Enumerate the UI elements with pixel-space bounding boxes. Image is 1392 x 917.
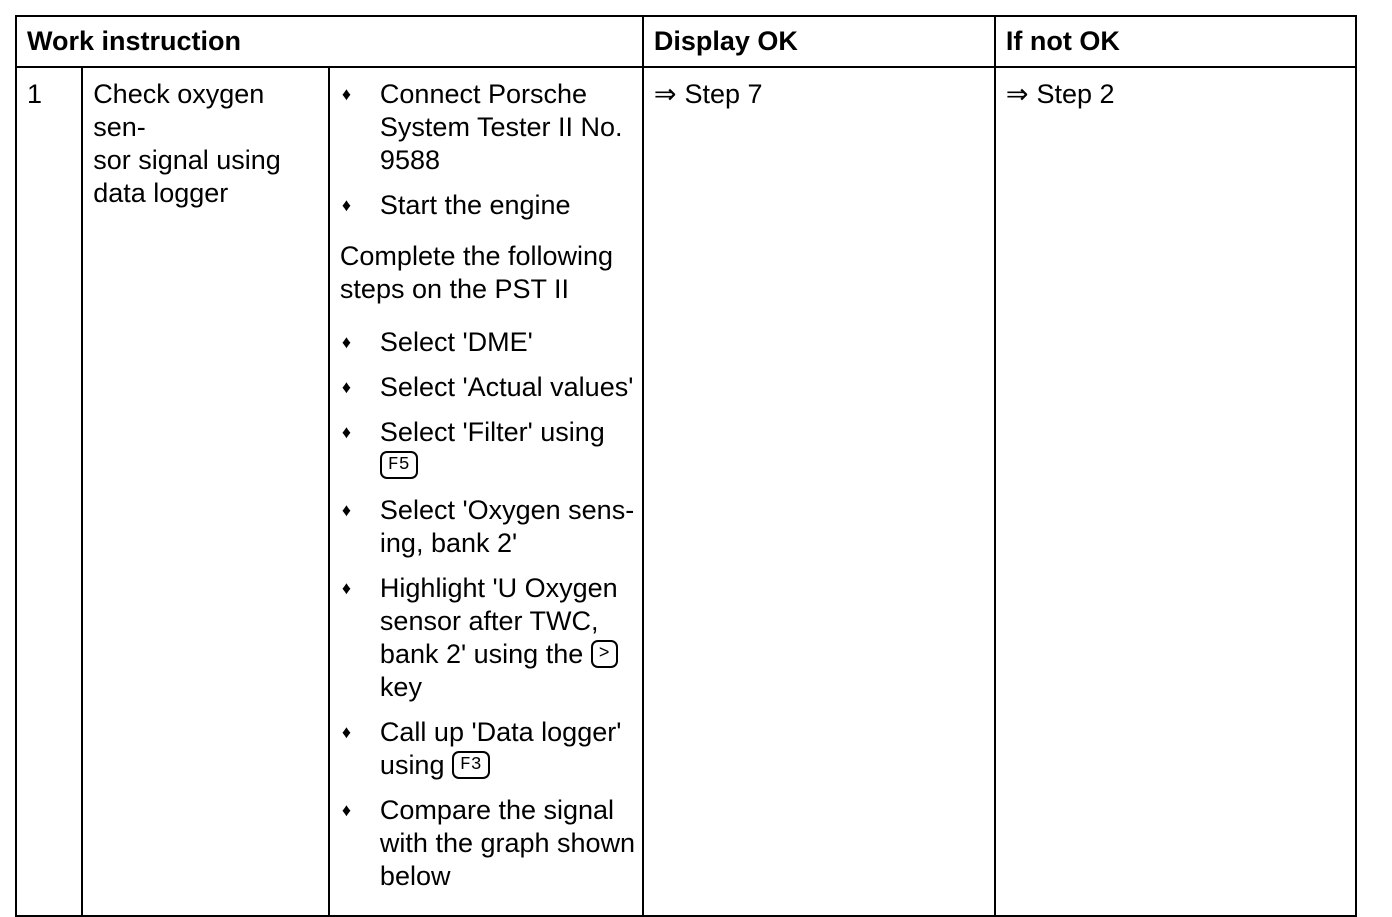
work-instruction-table — [15, 15, 1357, 917]
arrow-right-icon: ⇒ — [653, 79, 677, 109]
instruction-item — [340, 326, 636, 359]
bullet-diamond-icon: ♦ — [341, 332, 352, 352]
instruction-item — [340, 572, 636, 704]
bullet-diamond-icon: ♦ — [341, 84, 352, 104]
header-work-instruction: Work instruction — [16, 16, 643, 67]
display-ok-cell — [643, 67, 995, 916]
header-row — [16, 16, 1356, 67]
instruction-item — [340, 716, 636, 782]
key-f3-icon: F3 — [452, 751, 490, 779]
bullet-diamond-icon: ♦ — [341, 500, 352, 520]
display-ok-step: Step 7 — [684, 79, 763, 109]
instruction-paragraph: Complete the following steps on the PST II — [339, 241, 614, 304]
step-instructions — [329, 67, 643, 916]
header-display-ok: Display OK — [643, 16, 995, 67]
bullet-diamond-icon: ♦ — [341, 195, 352, 215]
instruction-text-after: key — [379, 672, 422, 702]
instruction-text: Select 'Oxygen sens- ing, bank 2' — [379, 495, 635, 558]
bullet-diamond-icon: ♦ — [341, 422, 352, 442]
step-description — [82, 67, 329, 916]
instruction-list-after — [340, 326, 636, 893]
bullet-diamond-icon: ♦ — [341, 800, 352, 820]
instruction-text: Start the engine — [379, 190, 571, 220]
bullet-diamond-icon: ♦ — [341, 377, 352, 397]
header-if-not-ok: If not OK — [995, 16, 1356, 67]
instruction-text: Connect Porsche System Tester II No. 9588 — [379, 79, 623, 175]
instruction-item — [340, 416, 636, 482]
step-number: 1 — [16, 67, 82, 916]
instruction-text: Select 'DME' — [379, 327, 533, 357]
instruction-item — [340, 189, 636, 222]
instruction-list-before — [340, 78, 636, 222]
instruction-item — [340, 78, 636, 177]
instruction-item — [340, 371, 636, 404]
arrow-right-icon: ⇒ — [1005, 79, 1029, 109]
table-row — [16, 67, 1356, 916]
instruction-text: Call up 'Data logger' using — [379, 717, 622, 780]
instruction-text: Select 'Actual values' — [379, 372, 634, 402]
instruction-text: Highlight 'U Oxygen sensor after TWC, bank 2' using the — [379, 573, 618, 669]
instruction-item — [340, 794, 636, 893]
instruction-item — [340, 494, 636, 560]
key-f5-icon: F5 — [380, 451, 418, 479]
bullet-diamond-icon: ♦ — [341, 578, 352, 598]
instruction-text: Select 'Filter' using — [379, 417, 605, 447]
if-not-ok-cell — [995, 67, 1356, 916]
bullet-diamond-icon: ♦ — [341, 722, 352, 742]
instruction-text: Compare the signal with the graph shown below — [379, 795, 636, 891]
if-not-ok-step: Step 2 — [1036, 79, 1115, 109]
key-arrow-right-icon: > — [591, 640, 618, 668]
step-description-text: Check oxygen sen- sor signal using data logger — [93, 79, 281, 208]
